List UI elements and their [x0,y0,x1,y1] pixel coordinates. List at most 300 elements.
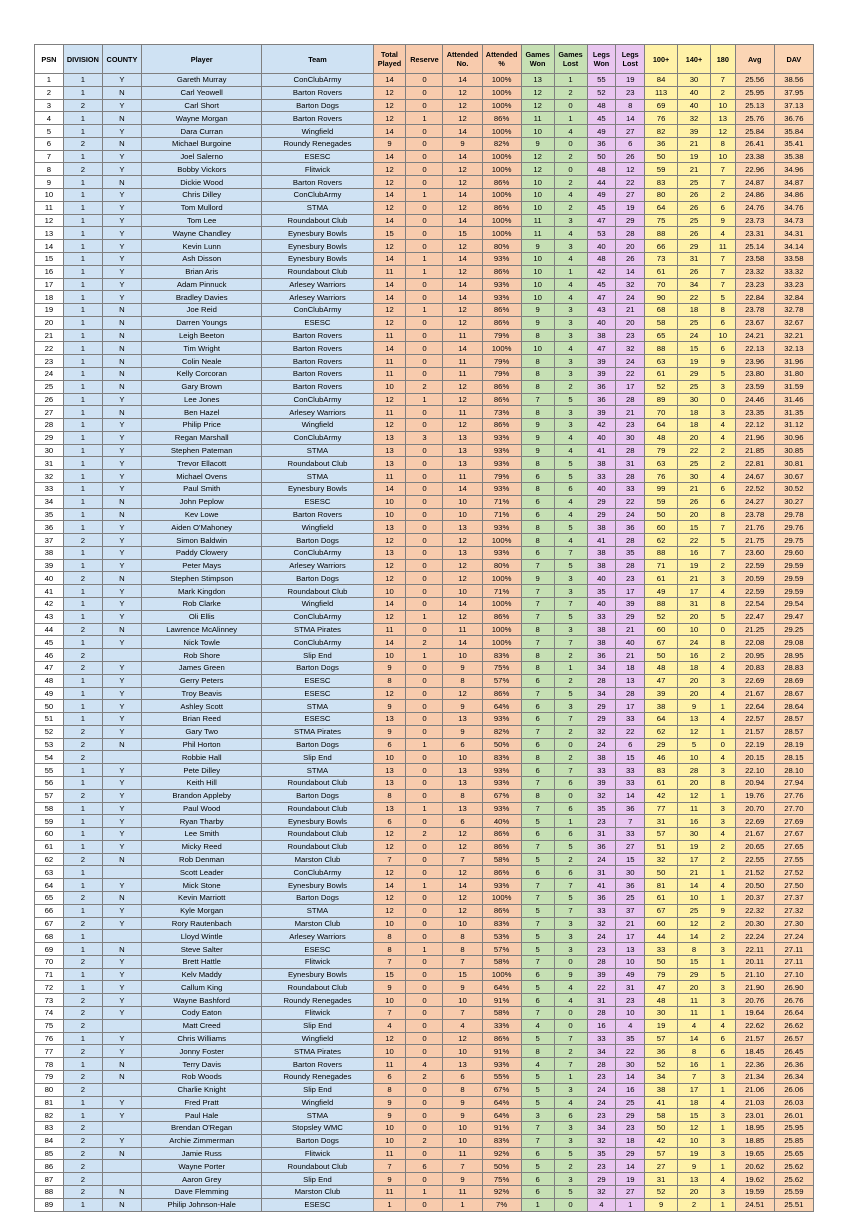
attended-no-cell: 12 [443,534,482,547]
reserve-cell: 0 [406,1032,443,1045]
100-plus-cell: 62 [645,534,678,547]
total-played-cell: 9 [373,700,406,713]
county-cell [102,930,141,943]
player-cell: Jonny Foster [142,1045,262,1058]
100-plus-cell: 73 [645,252,678,265]
team-cell: Wingfield [262,1096,373,1109]
dav-cell: 29.08 [774,636,813,649]
games-won-cell: 7 [521,393,554,406]
reserve-cell: 1 [406,879,443,892]
reserve-cell: 0 [406,495,443,508]
team-cell: ESESC [262,713,373,726]
dav-cell: 25.95 [774,1122,813,1135]
county-cell: Y [102,74,141,87]
180-cell: 1 [710,700,735,713]
table-row [35,764,814,777]
attended-pct-cell: 86% [482,304,521,317]
county-cell: Y [102,189,141,202]
100-plus-cell: 27 [645,1160,678,1173]
table-row [35,636,814,649]
team-cell: Roundabout Club [262,776,373,789]
team-cell: Barton Dogs [262,1134,373,1147]
legs-won-cell: 31 [587,994,616,1007]
games-won-cell: 8 [521,1045,554,1058]
legs-lost-cell: 28 [616,227,645,240]
county-cell [102,1173,141,1186]
games-lost-cell: 5 [554,521,587,534]
table-row [35,150,814,163]
table-row [35,853,814,866]
table-row [35,163,814,176]
attended-no-cell: 4 [443,1019,482,1032]
team-cell: Arlesey Warriors [262,559,373,572]
legs-lost-cell: 33 [616,713,645,726]
legs-won-cell: 29 [587,713,616,726]
player-cell: Rob Shore [142,649,262,662]
games-lost-cell: 3 [554,1122,587,1135]
140-plus-cell: 17 [678,1083,711,1096]
team-cell: Barton Dogs [262,661,373,674]
avg-cell: 20.62 [735,1160,774,1173]
attended-pct-cell: 93% [482,879,521,892]
psn-cell: 26 [35,393,64,406]
legs-won-cell: 28 [587,1058,616,1071]
games-lost-cell: 7 [554,879,587,892]
division-cell: 2 [63,1185,102,1198]
total-played-cell: 12 [373,112,406,125]
table-row [35,1096,814,1109]
attended-no-cell: 9 [443,1096,482,1109]
games-lost-cell: 1 [554,74,587,87]
games-won-cell: 7 [521,802,554,815]
county-cell: Y [102,840,141,853]
division-cell: 2 [63,955,102,968]
table-row [35,981,814,994]
games-won-cell: 8 [521,355,554,368]
division-cell: 1 [63,406,102,419]
180-cell: 4 [710,879,735,892]
team-cell: ConClubArmy [262,393,373,406]
legs-won-cell: 33 [587,764,616,777]
attended-pct-cell: 82% [482,725,521,738]
attended-pct-cell: 64% [482,1096,521,1109]
team-cell: Eynesbury Bowls [262,968,373,981]
attended-no-cell: 10 [443,1122,482,1135]
attended-pct-cell: 73% [482,406,521,419]
games-lost-cell: 0 [554,955,587,968]
table-row [35,470,814,483]
psn-cell: 60 [35,828,64,841]
team-cell: Eynesbury Bowls [262,227,373,240]
games-won-cell: 7 [521,776,554,789]
attended-pct-cell: 93% [482,1058,521,1071]
team-cell: Wingfield [262,125,373,138]
county-cell: Y [102,252,141,265]
team-cell: Eynesbury Bowls [262,815,373,828]
legs-won-cell: 23 [587,1160,616,1173]
avg-cell: 20.37 [735,892,774,905]
games-won-cell: 8 [521,751,554,764]
legs-lost-cell: 36 [616,802,645,815]
avg-cell: 24.67 [735,470,774,483]
legs-won-cell: 23 [587,1070,616,1083]
psn-cell: 20 [35,316,64,329]
player-cell: John Peplow [142,495,262,508]
team-cell: Barton Rovers [262,367,373,380]
legs-lost-cell: 22 [616,495,645,508]
player-cell: Brian Reed [142,713,262,726]
180-cell: 10 [710,99,735,112]
dav-cell: 34.14 [774,240,813,253]
dav-cell: 25.62 [774,1160,813,1173]
legs-won-cell: 39 [587,367,616,380]
games-lost-cell: 2 [554,725,587,738]
reserve-cell: 1 [406,1185,443,1198]
division-cell: 2 [63,994,102,1007]
140-plus-cell: 8 [678,1045,711,1058]
dav-cell: 29.78 [774,508,813,521]
180-cell: 3 [710,1070,735,1083]
180-cell: 9 [710,904,735,917]
legs-won-cell: 39 [587,776,616,789]
legs-lost-cell: 25 [616,892,645,905]
games-won-cell: 5 [521,815,554,828]
140-plus-cell: 25 [678,380,711,393]
reserve-cell: 0 [406,892,443,905]
140-plus-cell: 29 [678,367,711,380]
attended-pct-cell: 93% [482,802,521,815]
reserve-cell: 0 [406,214,443,227]
attended-no-cell: 9 [443,1109,482,1122]
legs-won-cell: 33 [587,904,616,917]
games-won-cell: 7 [521,1007,554,1020]
140-plus-cell: 16 [678,649,711,662]
attended-pct-cell: 93% [482,291,521,304]
legs-lost-cell: 14 [616,112,645,125]
avg-cell: 20.76 [735,994,774,1007]
legs-lost-cell: 30 [616,1058,645,1071]
100-plus-cell: 64 [645,713,678,726]
attended-pct-cell: 100% [482,572,521,585]
player-cell: Dickie Wood [142,176,262,189]
legs-won-cell: 29 [587,495,616,508]
psn-cell: 72 [35,981,64,994]
avg-cell: 25.13 [735,99,774,112]
dav-cell: 37.95 [774,86,813,99]
100-plus-cell: 61 [645,265,678,278]
team-cell: Barton Rovers [262,176,373,189]
team-cell: ESESC [262,150,373,163]
180-cell: 3 [710,674,735,687]
100-plus-cell: 70 [645,406,678,419]
games-won-cell: 9 [521,419,554,432]
legs-lost-cell: 17 [616,585,645,598]
games-won-cell: 8 [521,457,554,470]
reserve-cell: 0 [406,240,443,253]
total-played-cell: 10 [373,1134,406,1147]
attended-pct-cell: 91% [482,1045,521,1058]
games-lost-cell: 4 [554,994,587,1007]
division-cell: 1 [63,495,102,508]
legs-won-cell: 39 [587,355,616,368]
county-cell: N [102,342,141,355]
county-cell: N [102,329,141,342]
reserve-cell: 0 [406,470,443,483]
team-cell: Slip End [262,1083,373,1096]
table-row [35,214,814,227]
dav-cell: 36.76 [774,112,813,125]
division-cell: 2 [63,163,102,176]
county-cell: Y [102,674,141,687]
table-row [35,866,814,879]
avg-cell: 20.15 [735,751,774,764]
team-cell: Slip End [262,1173,373,1186]
county-cell: Y [102,661,141,674]
100-plus-cell: 82 [645,125,678,138]
legs-won-cell: 47 [587,342,616,355]
180-cell: 3 [710,815,735,828]
games-won-cell: 9 [521,240,554,253]
games-lost-cell: 2 [554,853,587,866]
reserve-cell: 0 [406,764,443,777]
county-cell: Y [102,968,141,981]
attended-no-cell: 13 [443,713,482,726]
100-plus-cell: 33 [645,943,678,956]
division-cell: 1 [63,636,102,649]
legs-won-cell: 32 [587,725,616,738]
psn-cell: 12 [35,214,64,227]
legs-won-cell: 24 [587,930,616,943]
avg-cell: 20.30 [735,917,774,930]
attended-pct-cell: 93% [482,444,521,457]
100-plus-cell: 36 [645,1045,678,1058]
legs-won-cell: 34 [587,687,616,700]
division-cell: 1 [63,968,102,981]
dav-cell: 27.30 [774,917,813,930]
games-lost-cell: 3 [554,917,587,930]
attended-no-cell: 14 [443,74,482,87]
180-cell: 4 [710,713,735,726]
100-plus-cell: 64 [645,201,678,214]
player-cell: Trevor Ellacott [142,457,262,470]
140-plus-cell: 30 [678,74,711,87]
legs-won-cell: 38 [587,521,616,534]
reserve-cell: 1 [406,393,443,406]
total-played-cell: 12 [373,176,406,189]
player-cell: Ashley Scott [142,700,262,713]
avg-cell: 19.65 [735,1147,774,1160]
legs-won-cell: 38 [587,457,616,470]
games-lost-cell: 2 [554,649,587,662]
140-plus-cell: 7 [678,1070,711,1083]
games-won-cell: 6 [521,968,554,981]
team-cell: Barton Dogs [262,572,373,585]
legs-lost-cell: 10 [616,1007,645,1020]
total-played-cell: 10 [373,1122,406,1135]
county-cell: Y [102,1134,141,1147]
total-played-cell: 12 [373,304,406,317]
dav-cell: 26.57 [774,1032,813,1045]
legs-lost-cell: 6 [616,738,645,751]
header-row [35,45,814,74]
180-cell: 3 [710,1185,735,1198]
total-played-cell: 10 [373,508,406,521]
team-cell: STMA [262,764,373,777]
dav-cell: 29.59 [774,585,813,598]
team-cell: Eynesbury Bowls [262,483,373,496]
attended-no-cell: 12 [443,240,482,253]
180-cell: 1 [710,1083,735,1096]
180-cell: 7 [710,546,735,559]
dav-cell: 26.03 [774,1096,813,1109]
team-cell: Roundabout Club [262,585,373,598]
avg-cell: 22.36 [735,1058,774,1071]
legs-lost-cell: 29 [616,1109,645,1122]
180-cell: 4 [710,1019,735,1032]
total-played-cell: 9 [373,725,406,738]
100-plus-cell: 80 [645,189,678,202]
avg-cell: 23.32 [735,265,774,278]
team-cell: Barton Rovers [262,1058,373,1071]
140-plus-cell: 20 [678,610,711,623]
100-plus-cell: 52 [645,1185,678,1198]
140-plus-cell: 10 [678,1134,711,1147]
140-plus-cell: 20 [678,687,711,700]
division-cell: 1 [63,278,102,291]
games-lost-cell: 2 [554,380,587,393]
psn-cell: 35 [35,508,64,521]
attended-no-cell: 6 [443,738,482,751]
180-cell: 9 [710,355,735,368]
avg-cell: 22.64 [735,700,774,713]
psn-cell: 21 [35,329,64,342]
100-plus-cell: 88 [645,342,678,355]
games-won-cell: 8 [521,367,554,380]
avg-cell: 22.59 [735,559,774,572]
table-row [35,623,814,636]
county-cell: N [102,572,141,585]
table-row [35,457,814,470]
attended-no-cell: 14 [443,189,482,202]
legs-won-cell: 34 [587,1122,616,1135]
avg-cell: 20.95 [735,649,774,662]
180-cell: 1 [710,1160,735,1173]
attended-pct-cell: 93% [482,764,521,777]
reserve-cell: 0 [406,1147,443,1160]
100-plus-cell: 66 [645,240,678,253]
psn-cell: 10 [35,189,64,202]
table-row [35,1058,814,1071]
table-row [35,316,814,329]
psn-cell: 76 [35,1032,64,1045]
legs-won-cell: 42 [587,265,616,278]
psn-cell: 4 [35,112,64,125]
reserve-cell: 1 [406,802,443,815]
player-cell: Chris Dilley [142,189,262,202]
player-cell: Archie Zimmerman [142,1134,262,1147]
legs-won-cell: 31 [587,866,616,879]
reserve-cell: 0 [406,789,443,802]
player-cell: Bradley Davies [142,291,262,304]
player-cell: Lee Jones [142,393,262,406]
total-played-cell: 14 [373,636,406,649]
avg-cell: 20.59 [735,572,774,585]
games-lost-cell: 5 [554,470,587,483]
legs-won-cell: 29 [587,508,616,521]
legs-lost-cell: 23 [616,572,645,585]
legs-lost-cell: 21 [616,917,645,930]
dav-cell: 28.64 [774,700,813,713]
psn-cell: 48 [35,674,64,687]
county-cell: N [102,112,141,125]
dav-cell: 30.52 [774,483,813,496]
avg-cell: 22.84 [735,291,774,304]
attended-no-cell: 14 [443,150,482,163]
county-cell: Y [102,278,141,291]
100-plus-cell: 50 [645,649,678,662]
attended-no-cell: 12 [443,610,482,623]
attended-pct-cell: 80% [482,240,521,253]
team-cell: Arlesey Warriors [262,278,373,291]
table-row [35,367,814,380]
100-plus-cell: 61 [645,572,678,585]
dav-cell: 32.21 [774,329,813,342]
games-won-cell: 5 [521,981,554,994]
avg-cell: 22.57 [735,713,774,726]
total-played-cell: 12 [373,393,406,406]
legs-won-cell: 33 [587,470,616,483]
legs-lost-cell: 23 [616,1122,645,1135]
games-won-cell: 7 [521,1134,554,1147]
legs-lost-cell: 32 [616,278,645,291]
games-won-cell: 8 [521,521,554,534]
attended-no-cell: 13 [443,431,482,444]
county-cell: Y [102,419,141,432]
table-row [35,406,814,419]
100-plus-cell: 31 [645,1173,678,1186]
total-played-cell: 12 [373,99,406,112]
100-plus-cell: 84 [645,74,678,87]
games-lost-cell: 3 [554,240,587,253]
team-cell: Arlesey Warriors [262,930,373,943]
county-cell: Y [102,955,141,968]
table-row [35,1185,814,1198]
games-lost-cell: 3 [554,572,587,585]
team-cell: ConClubArmy [262,431,373,444]
team-cell: Roundabout Club [262,214,373,227]
table-row [35,508,814,521]
dav-cell: 34.86 [774,189,813,202]
100-plus-cell: 19 [645,1019,678,1032]
division-cell: 1 [63,470,102,483]
attended-no-cell: 12 [443,99,482,112]
table-row [35,968,814,981]
attended-no-cell: 13 [443,1058,482,1071]
division-cell: 2 [63,738,102,751]
division-cell: 2 [63,853,102,866]
dav-cell: 28.83 [774,661,813,674]
psn-cell: 5 [35,125,64,138]
attended-pct-cell: 75% [482,1173,521,1186]
140-plus-cell: 40 [678,99,711,112]
140-plus-cell: 9 [678,1160,711,1173]
180-cell: 1 [710,789,735,802]
140-plus-cell: 30 [678,828,711,841]
attended-pct-cell: 67% [482,789,521,802]
games-won-cell: 7 [521,725,554,738]
games-won-cell: 8 [521,534,554,547]
avg-cell: 23.80 [735,367,774,380]
